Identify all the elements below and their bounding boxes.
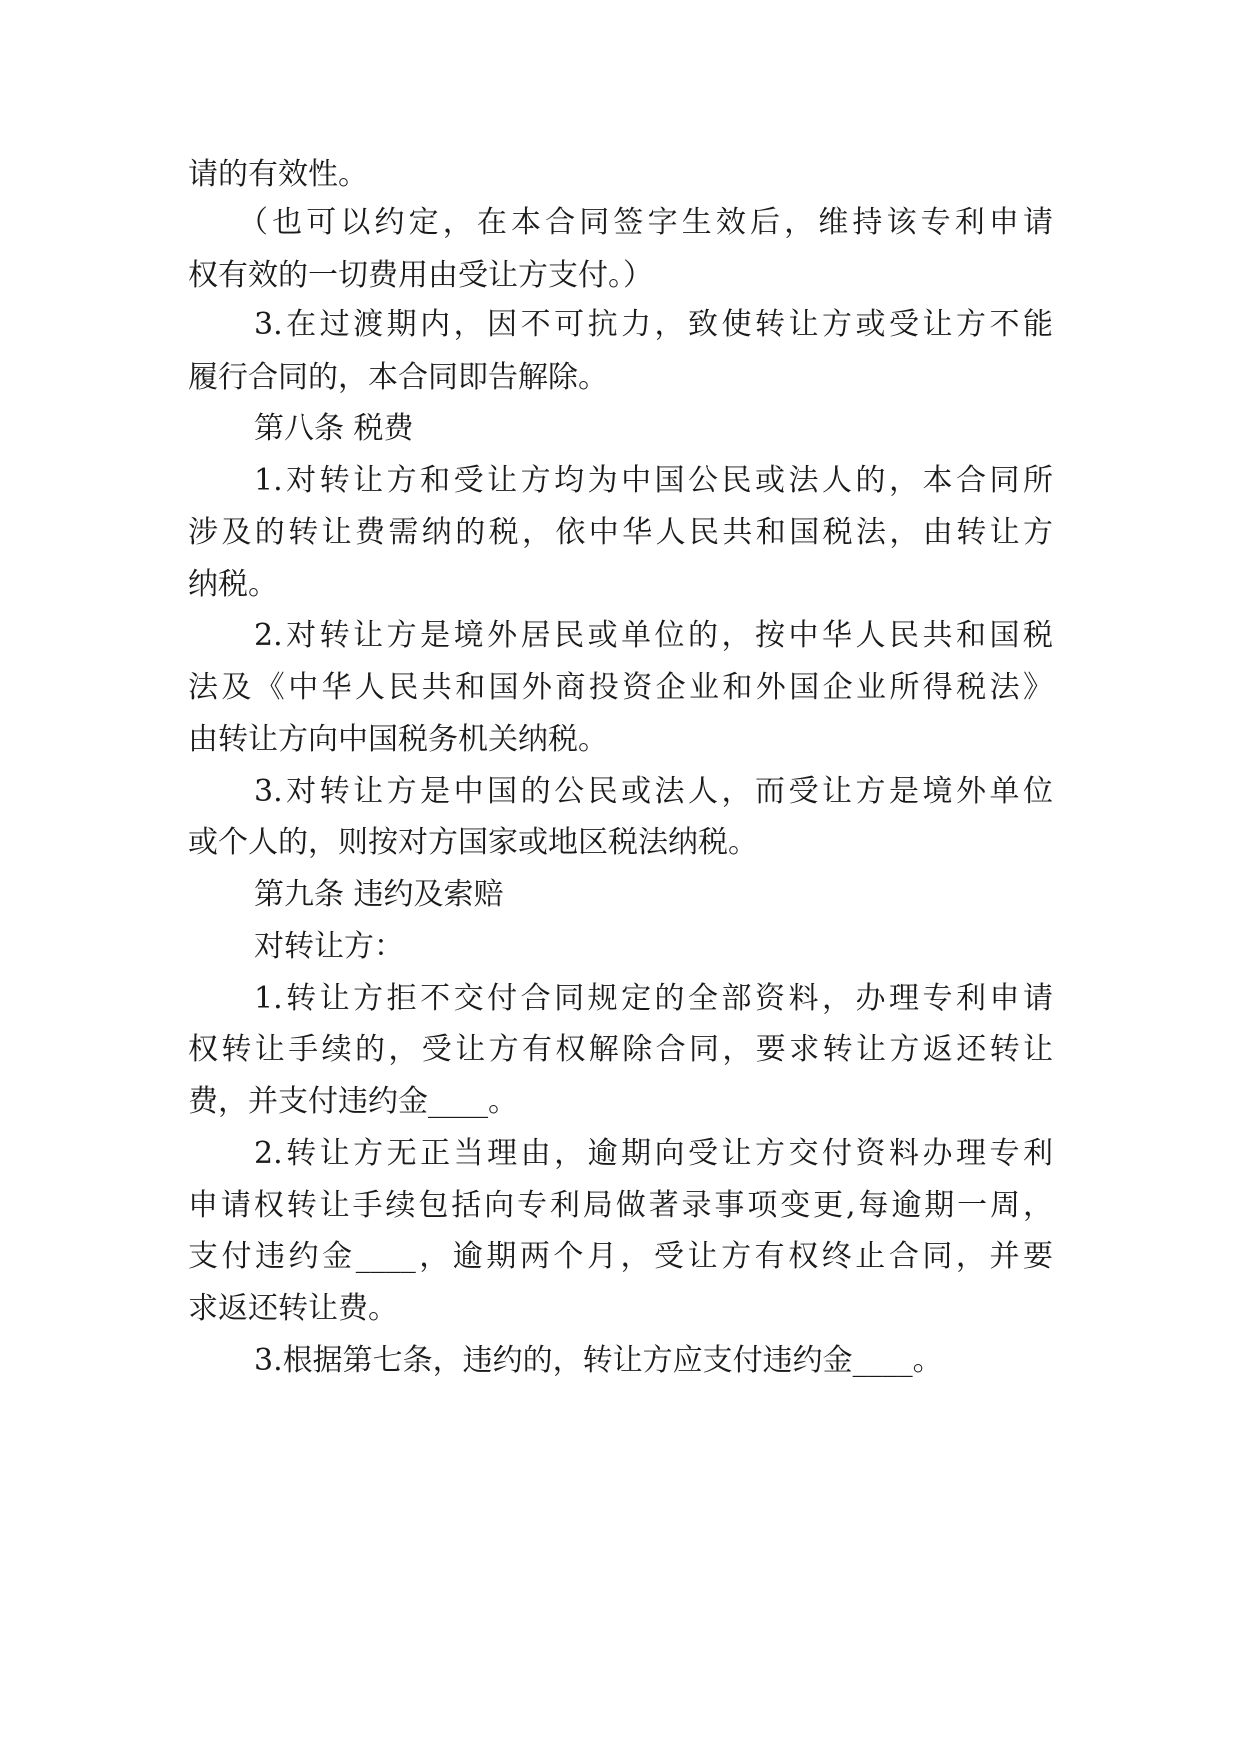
text-line: 权转让手续的，受让方有权解除合同，要求转让方返还转让 xyxy=(188,1032,1053,1067)
text-line: 求返还转让费。 xyxy=(188,1291,398,1326)
text-line: 由转让方向中国税务机关纳税。 xyxy=(188,722,608,757)
text-line: 涉及的转让费需纳的税，依中华人民共和国税法，由转让方 xyxy=(188,515,1053,550)
text-line: 3.根据第七条，违约的，转让方应支付违约金____。 xyxy=(254,1343,943,1378)
text-line: 1.对转让方和受让方均为中国公民或法人的，本合同所 xyxy=(254,463,1053,498)
section-heading: 第九条 违约及索赔 xyxy=(254,877,504,912)
text-line: 费，并支付违约金____。 xyxy=(188,1084,518,1119)
text-line: 2.对转让方是境外居民或单位的，按中华人民共和国税 xyxy=(254,618,1053,653)
text-line: 或个人的，则按对方国家或地区税法纳税。 xyxy=(188,825,758,860)
section-heading: 第八条 税费 xyxy=(254,411,414,446)
text-line: 权有效的一切费用由受让方支付。） xyxy=(188,258,653,293)
text-line: 支付违约金____，逾期两个月，受让方有权终止合同，并要 xyxy=(188,1239,1053,1274)
text-line: （也可以约定，在本合同签字生效后，维持该专利申请 xyxy=(238,205,1053,240)
text-line: 3.对转让方是中国的公民或法人，而受让方是境外单位 xyxy=(254,774,1053,809)
text-line: 2.转让方无正当理由，逾期向受让方交付资料办理专利 xyxy=(254,1136,1053,1171)
text-line: 申请权转让手续包括向专利局做著录事项变更,每逾期一周， xyxy=(188,1188,1053,1223)
text-line: 对转让方： xyxy=(254,929,404,964)
text-line: 纳税。 xyxy=(188,567,278,602)
text-line: 1.转让方拒不交付合同规定的全部资料，办理专利申请 xyxy=(254,981,1053,1016)
text-line: 请的有效性。 xyxy=(188,157,368,192)
text-line: 3.在过渡期内，因不可抗力，致使转让方或受让方不能 xyxy=(254,307,1053,342)
text-line: 法及《中华人民共和国外商投资企业和外国企业所得税法》 xyxy=(188,670,1053,705)
text-line: 履行合同的，本合同即告解除。 xyxy=(188,360,608,395)
